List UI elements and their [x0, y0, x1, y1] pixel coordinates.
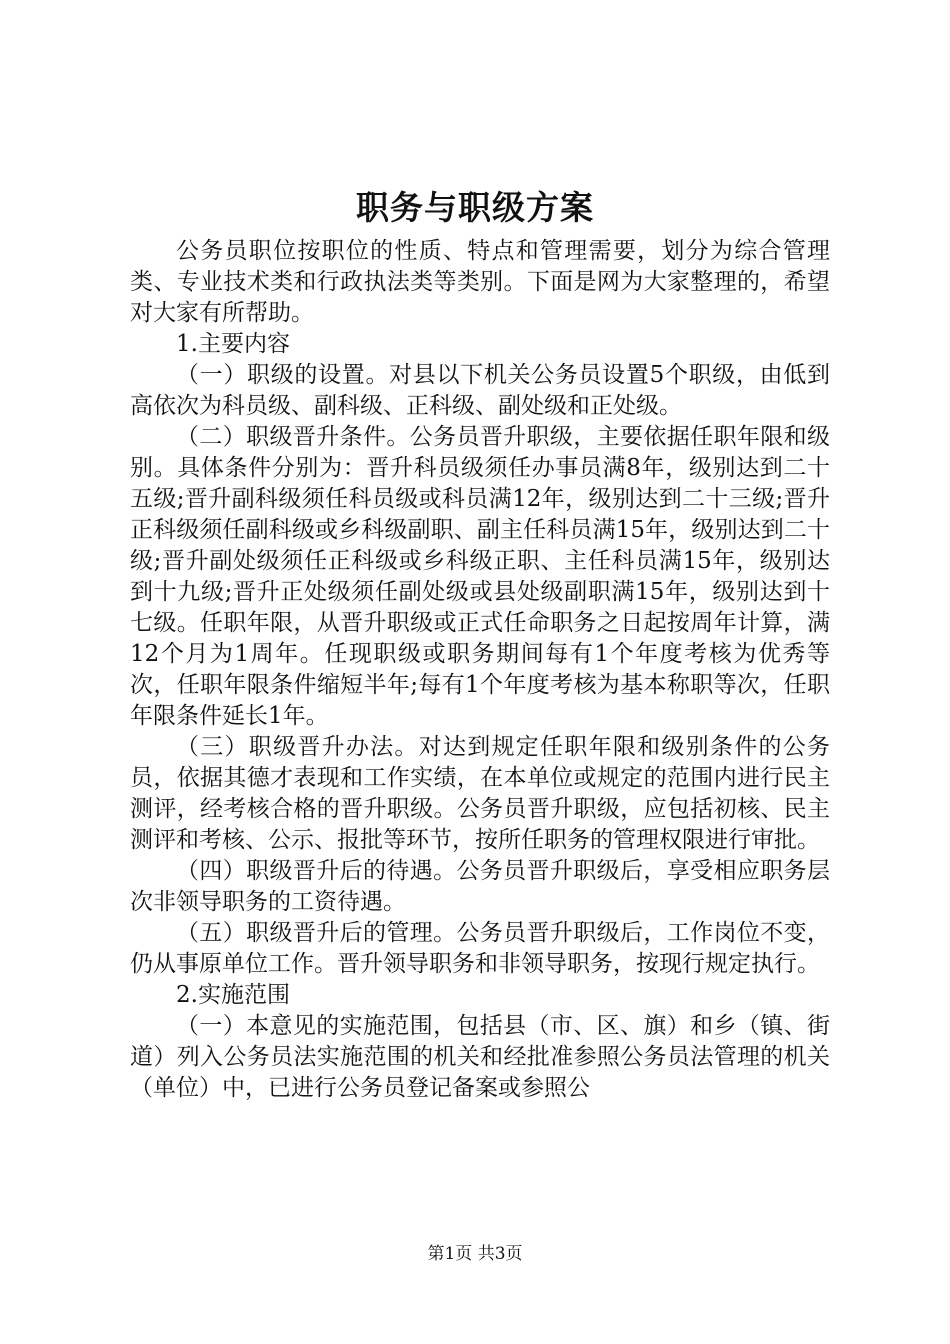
paragraph-rank-setup: （一）职级的设置。对县以下机关公务员设置5个职级，由低到高依次为科员级、副科级、正科级、副处级和正处级。 [130, 362, 830, 419]
paragraph-post-promotion-benefits: （四）职级晋升后的待遇。公务员晋升职级后，享受相应职务层次非领导职务的工资待遇。 [130, 858, 830, 915]
page-footer: 第1页 共3页 [427, 1244, 523, 1264]
document-body [130, 236, 830, 1104]
paragraph-scope: （一）本意见的实施范围，包括县（市、区、旗）和乡（镇、街道）列入公务员法实施范围的机关和经批准参照公务员法管理的机关（单位）中，已进行公务员登记备案或参照公 [130, 1013, 830, 1101]
section-heading-main-content: 1.主要内容 [176, 331, 290, 357]
paragraph-promotion-method: （三）职级晋升办法。对达到规定任职年限和级别条件的公务员，依据其德才表现和工作实绩，在本单位或规定的范围内进行民主测评，经考核合格的晋升职级。公务员晋升职级，应包括初核、民主测评和考核、公示、报批等环节，按所任职务的管理权限进行审批。 [130, 734, 830, 853]
paragraph-post-promotion-management: （五）职级晋升后的管理。公务员晋升职级后，工作岗位不变，仍从事原单位工作。晋升领导职务和非领导职务，按现行规定执行。 [130, 920, 830, 977]
section-heading-scope: 2.实施范围 [176, 982, 290, 1008]
page-title: 职务与职级方案 [356, 188, 594, 227]
intro-paragraph: 公务员职位按职位的性质、特点和管理需要，划分为综合管理类、专业技术类和行政执法类等类别。下面是网为大家整理的，希望对大家有所帮助。 [130, 238, 830, 326]
paragraph-promotion-conditions: （二）职级晋升条件。公务员晋升职级，主要依据任职年限和级别。具体条件分别为：晋升科员级须任办事员满8年，级别达到二十五级;晋升副科级须任科员级或科员满12年，级别达到二十三级;晋升正科级须任副科级或乡科级副职、副主任科员满15年，级别达到二十级;晋升副处级须任正科级或乡科级正职、主任科员满15年，级别达到十九级;晋升正处级须任副处级或县处级副职满15年，级别达到十七级。任职年限，从晋升职级或正式任命职务之日起按周年计算，满12个月为1周年。任现职级或职务期间每有1个年度考核为优秀等次，任职年限条件缩短半年;每有1个年度考核为基本称职等次，任职年限条件延长1年。 [130, 424, 830, 729]
